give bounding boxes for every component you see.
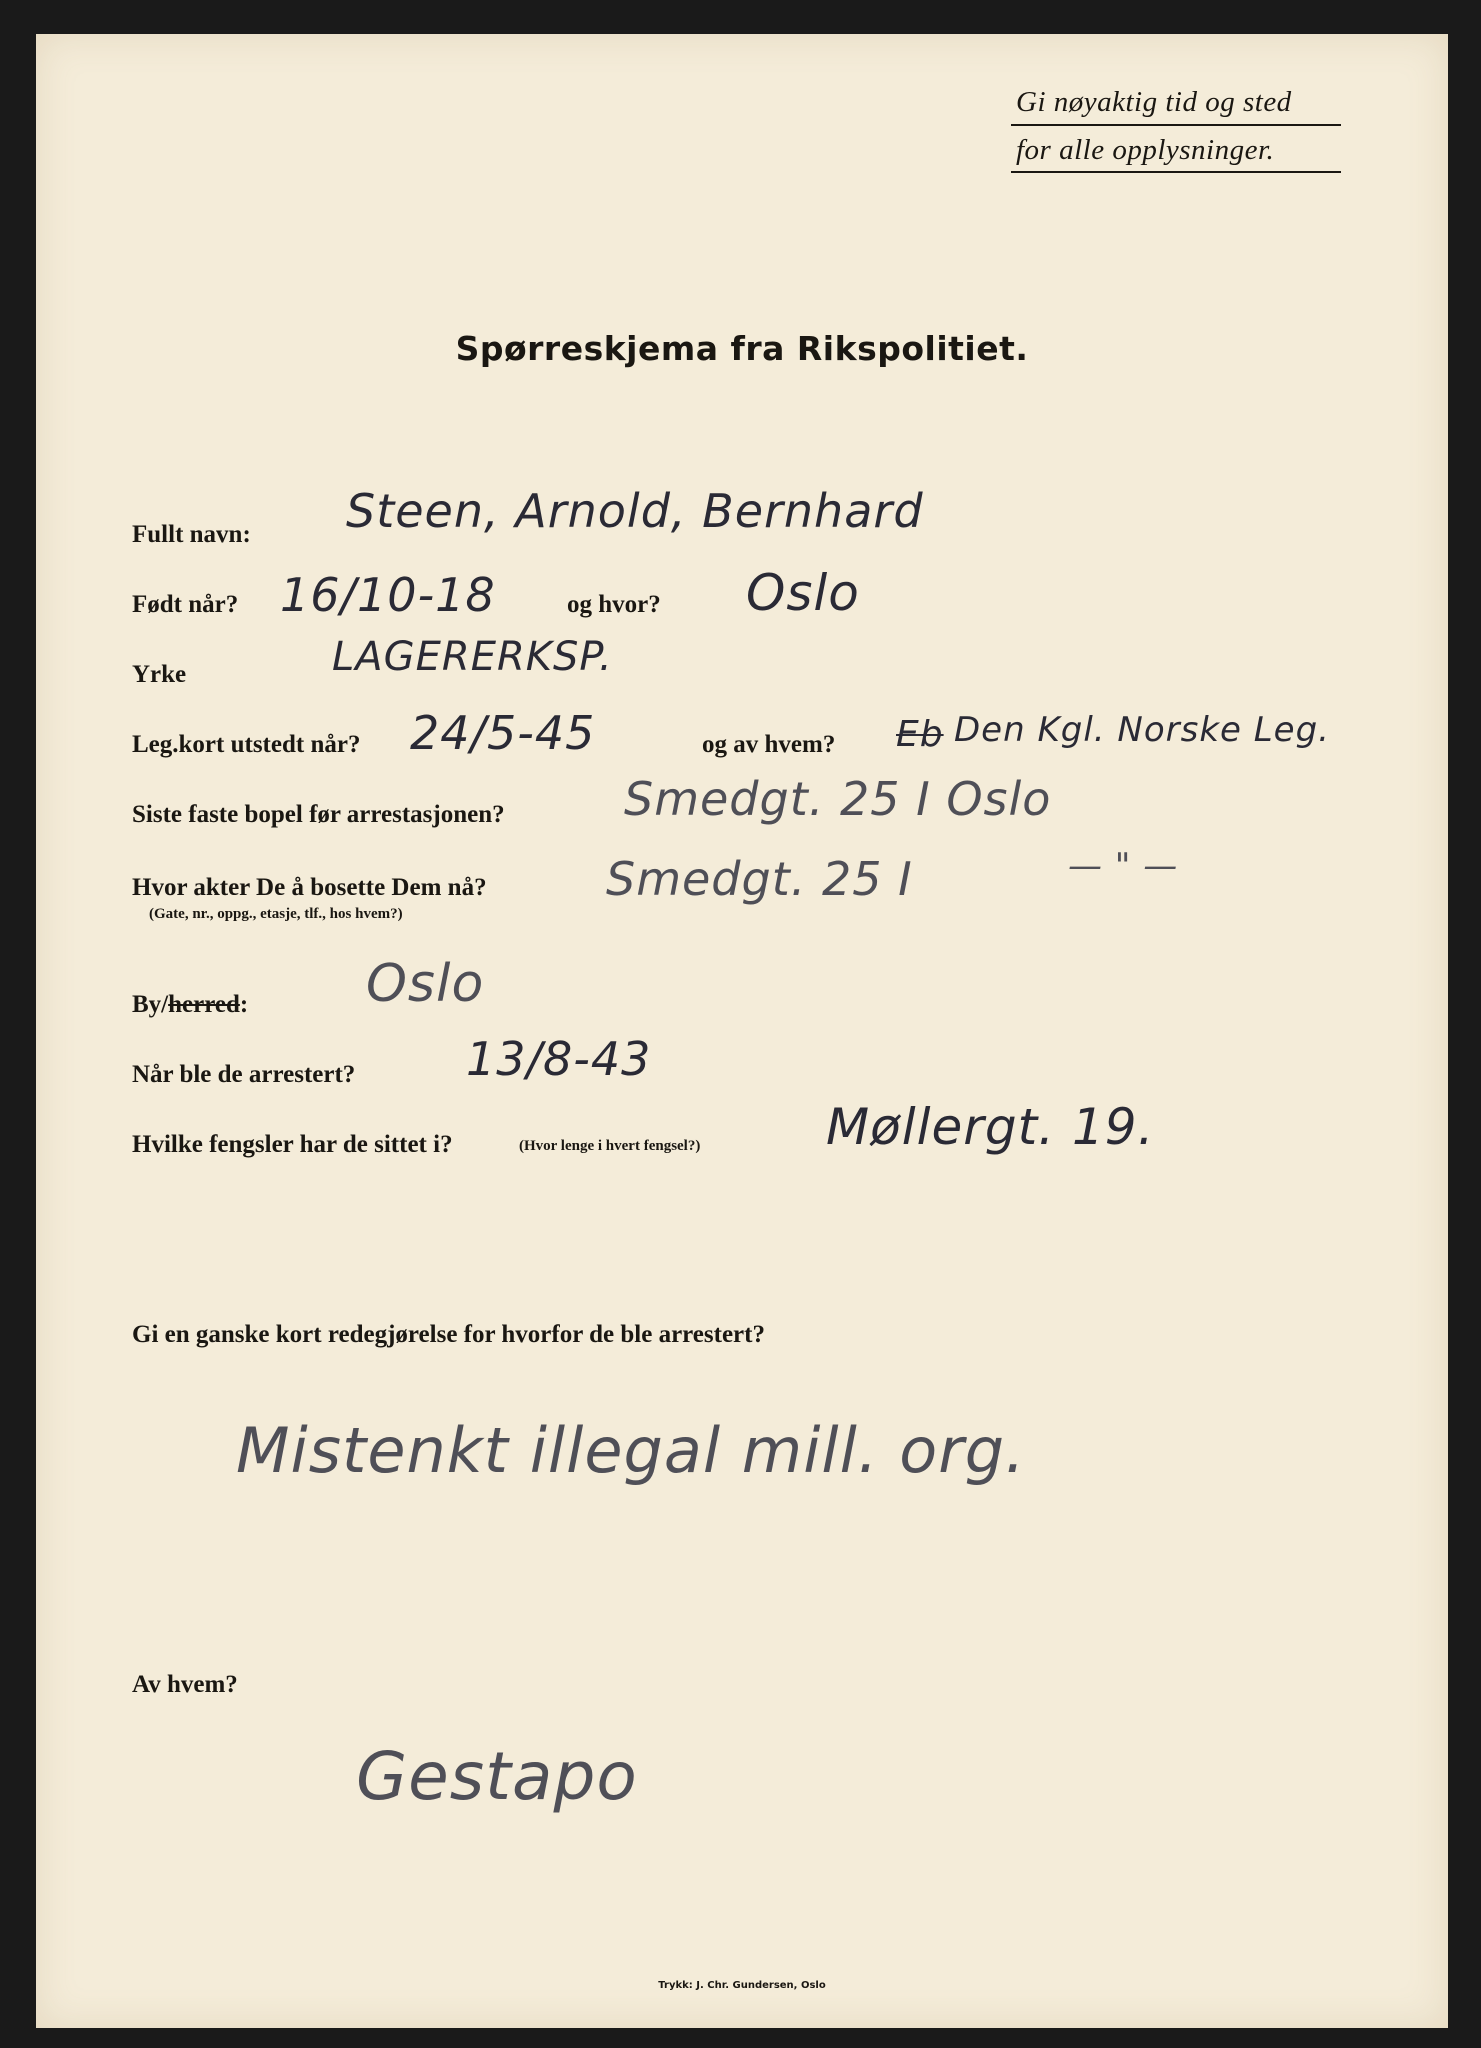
last-address-value: Smedgt. 25 I Oslo <box>624 772 1052 826</box>
arrested-by-label: Av hvem? <box>132 1671 238 1698</box>
last-address-label: Siste faste bopel før arrestasjonen? <box>132 801 505 828</box>
occupation-label: Yrke <box>132 661 187 688</box>
instruction-note-line1: Gi nøyaktig tid og sted <box>1016 86 1292 118</box>
arrest-reason-value: Mistenkt illegal mill. org. <box>236 1414 1026 1487</box>
born-when-value: 16/10-18 <box>280 568 496 622</box>
printer-imprint: Trykk: J. Chr. Gundersen, Oslo <box>658 1980 826 1991</box>
born-when-label: Født når? <box>132 591 239 618</box>
instruction-underline-1 <box>1011 124 1341 126</box>
arrested-date-label: Når ble de arrestert? <box>132 1061 356 1088</box>
instruction-underline-2 <box>1011 171 1341 173</box>
full-name-value: Steen, Arnold, Bernhard <box>346 484 924 538</box>
city-value: Oslo <box>366 954 485 1014</box>
id-card-by-struck: Eb <box>896 714 944 755</box>
id-card-issued-label: Leg.kort utstedt når? <box>132 731 361 758</box>
settle-address-value: Smedgt. 25 I <box>606 852 913 906</box>
city-label <box>132 991 248 1019</box>
arrest-reason-label: Gi en ganske kort redegjørelse for hvorfor de ble arrestert? <box>132 1321 765 1348</box>
settle-address-label: Hvor akter De å bosette Dem nå? <box>132 874 487 901</box>
id-card-issued-value: 24/5-45 <box>410 706 596 760</box>
prisons-value: Møllergt. 19. <box>826 1098 1155 1156</box>
occupation-value: LAGERERKSP. <box>332 634 613 680</box>
settle-address-ditto: — " — <box>1068 846 1179 886</box>
form-title: Spørreskjema fra Rikspolitiet. <box>455 329 1029 368</box>
settle-address-hint: (Gate, nr., oppg., etasje, tlf., hos hvem?) <box>149 906 403 922</box>
arrested-date-value: 13/8-43 <box>466 1032 652 1086</box>
city-label-struck: herred <box>168 991 240 1018</box>
id-card-by-value: Den Kgl. Norske Leg. <box>954 710 1330 750</box>
prisons-hint: (Hvor lenge i hvert fengsel?) <box>519 1138 701 1154</box>
prisons-label: Hvilke fengsler har de sittet i? <box>132 1131 453 1158</box>
city-label-prefix: By/ <box>132 991 169 1018</box>
born-where-value: Oslo <box>746 564 860 622</box>
arrested-by-value: Gestapo <box>356 1738 638 1815</box>
questionnaire-page <box>36 34 1448 2028</box>
full-name-label: Fullt navn: <box>132 521 251 548</box>
instruction-note-line2: for alle opplysninger. <box>1016 134 1275 166</box>
born-where-label: og hvor? <box>567 591 661 618</box>
city-label-suffix: : <box>239 991 249 1018</box>
id-card-by-label: og av hvem? <box>702 731 836 758</box>
